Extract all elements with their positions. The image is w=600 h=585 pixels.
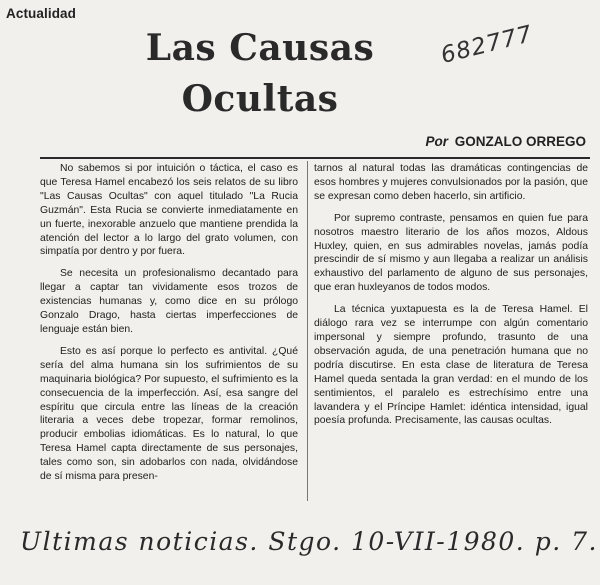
handwritten-catalog-number: 682777 (438, 21, 536, 69)
title-rule (40, 157, 590, 159)
section-label: Actualidad (6, 6, 77, 21)
paragraph: No sabemos si por intuición o táctica, el caso es que Teresa Hamel encabezó los seis relatos de su libro "Las Causas Ocultas" con aquel titulado "La Rucia Guzmán". Esta Rucia se convierte inmediatamente en un fuerte, inexorable anzuelo que mantiene prendida la atención del lector a lo largo del grato volumen, con simpatía por dentro y por fuera. (40, 163, 298, 258)
byline (425, 134, 586, 149)
column-divider (307, 161, 308, 501)
article-title-line2: Ocultas (181, 78, 339, 120)
author-name: GONZALO ORREGO (454, 134, 586, 149)
article-column-left (40, 162, 298, 492)
byline-prefix: Por (425, 134, 448, 149)
article-column-right (314, 162, 588, 436)
paragraph-continuation: tarnos al natural todas las dramáticas contingencias de esos hombres y mujeres convulsionados por la pasión, que se expresan como deben hacerlo, sin artificio. (314, 163, 588, 202)
paragraph: Esto es así porque lo perfecto es antivital. ¿Qué sería del alma humana sin los sufrimientos de su maquinaria biológica? Por supuesto, el sufrimiento es la consecuencia de la imperfección. Así, esa sangre del espíritu que circula entre las líneas de la creación literaria a veces debe tropezar, formar remolinos, producir embolias idiomáticas. Es lo natural, lo que Teresa Hamel capta directamente de sus personajes, tales como son, sin adobarlos con nada, olvidándose de sí misma para presen- (40, 345, 298, 483)
paragraph: Se necesita un profesionalismo decantado para llegar a captar tan vividamente esos trozos de existencias humanas y, como dice en su prólogo Gonzalo Drago, hasta ciertas imperfecciones de lenguaje están bien. (40, 268, 298, 335)
paragraph: Por supremo contraste, pensamos en quien fue para nosotros maestro literario de los años mozos, Aldous Huxley, quien, en sus admirables novelas, jamás podía prescindir de sí mismo y aun llegaba a realizar un análisis exhaustivo del parlamento de alguno de sus personajes, que eran huxleyanos de todos modos. (314, 212, 588, 294)
handwritten-source-note: Ultimas noticias. Stgo. 10-VII-1980. p. 7. (20, 527, 598, 556)
paragraph: La técnica yuxtapuesta es la de Teresa Hamel. El diálogo rara vez se interrumpe con algún comentario impersonal y siempre profundo, trasunto de una observación aguda, de una penetración humana que no podría discutirse. En esta clase de literatura de Teresa Hamel queda sentada la gran verdad: en el mundo de los sentimientos, el paralelo es estrechísimo entre una lavandera y el Príncipe Hamlet: idéntica intensidad, igual poesía profunda. Precisamente, las causas ocultas. (314, 304, 588, 427)
article-title-line1: Las Causas (145, 27, 375, 69)
